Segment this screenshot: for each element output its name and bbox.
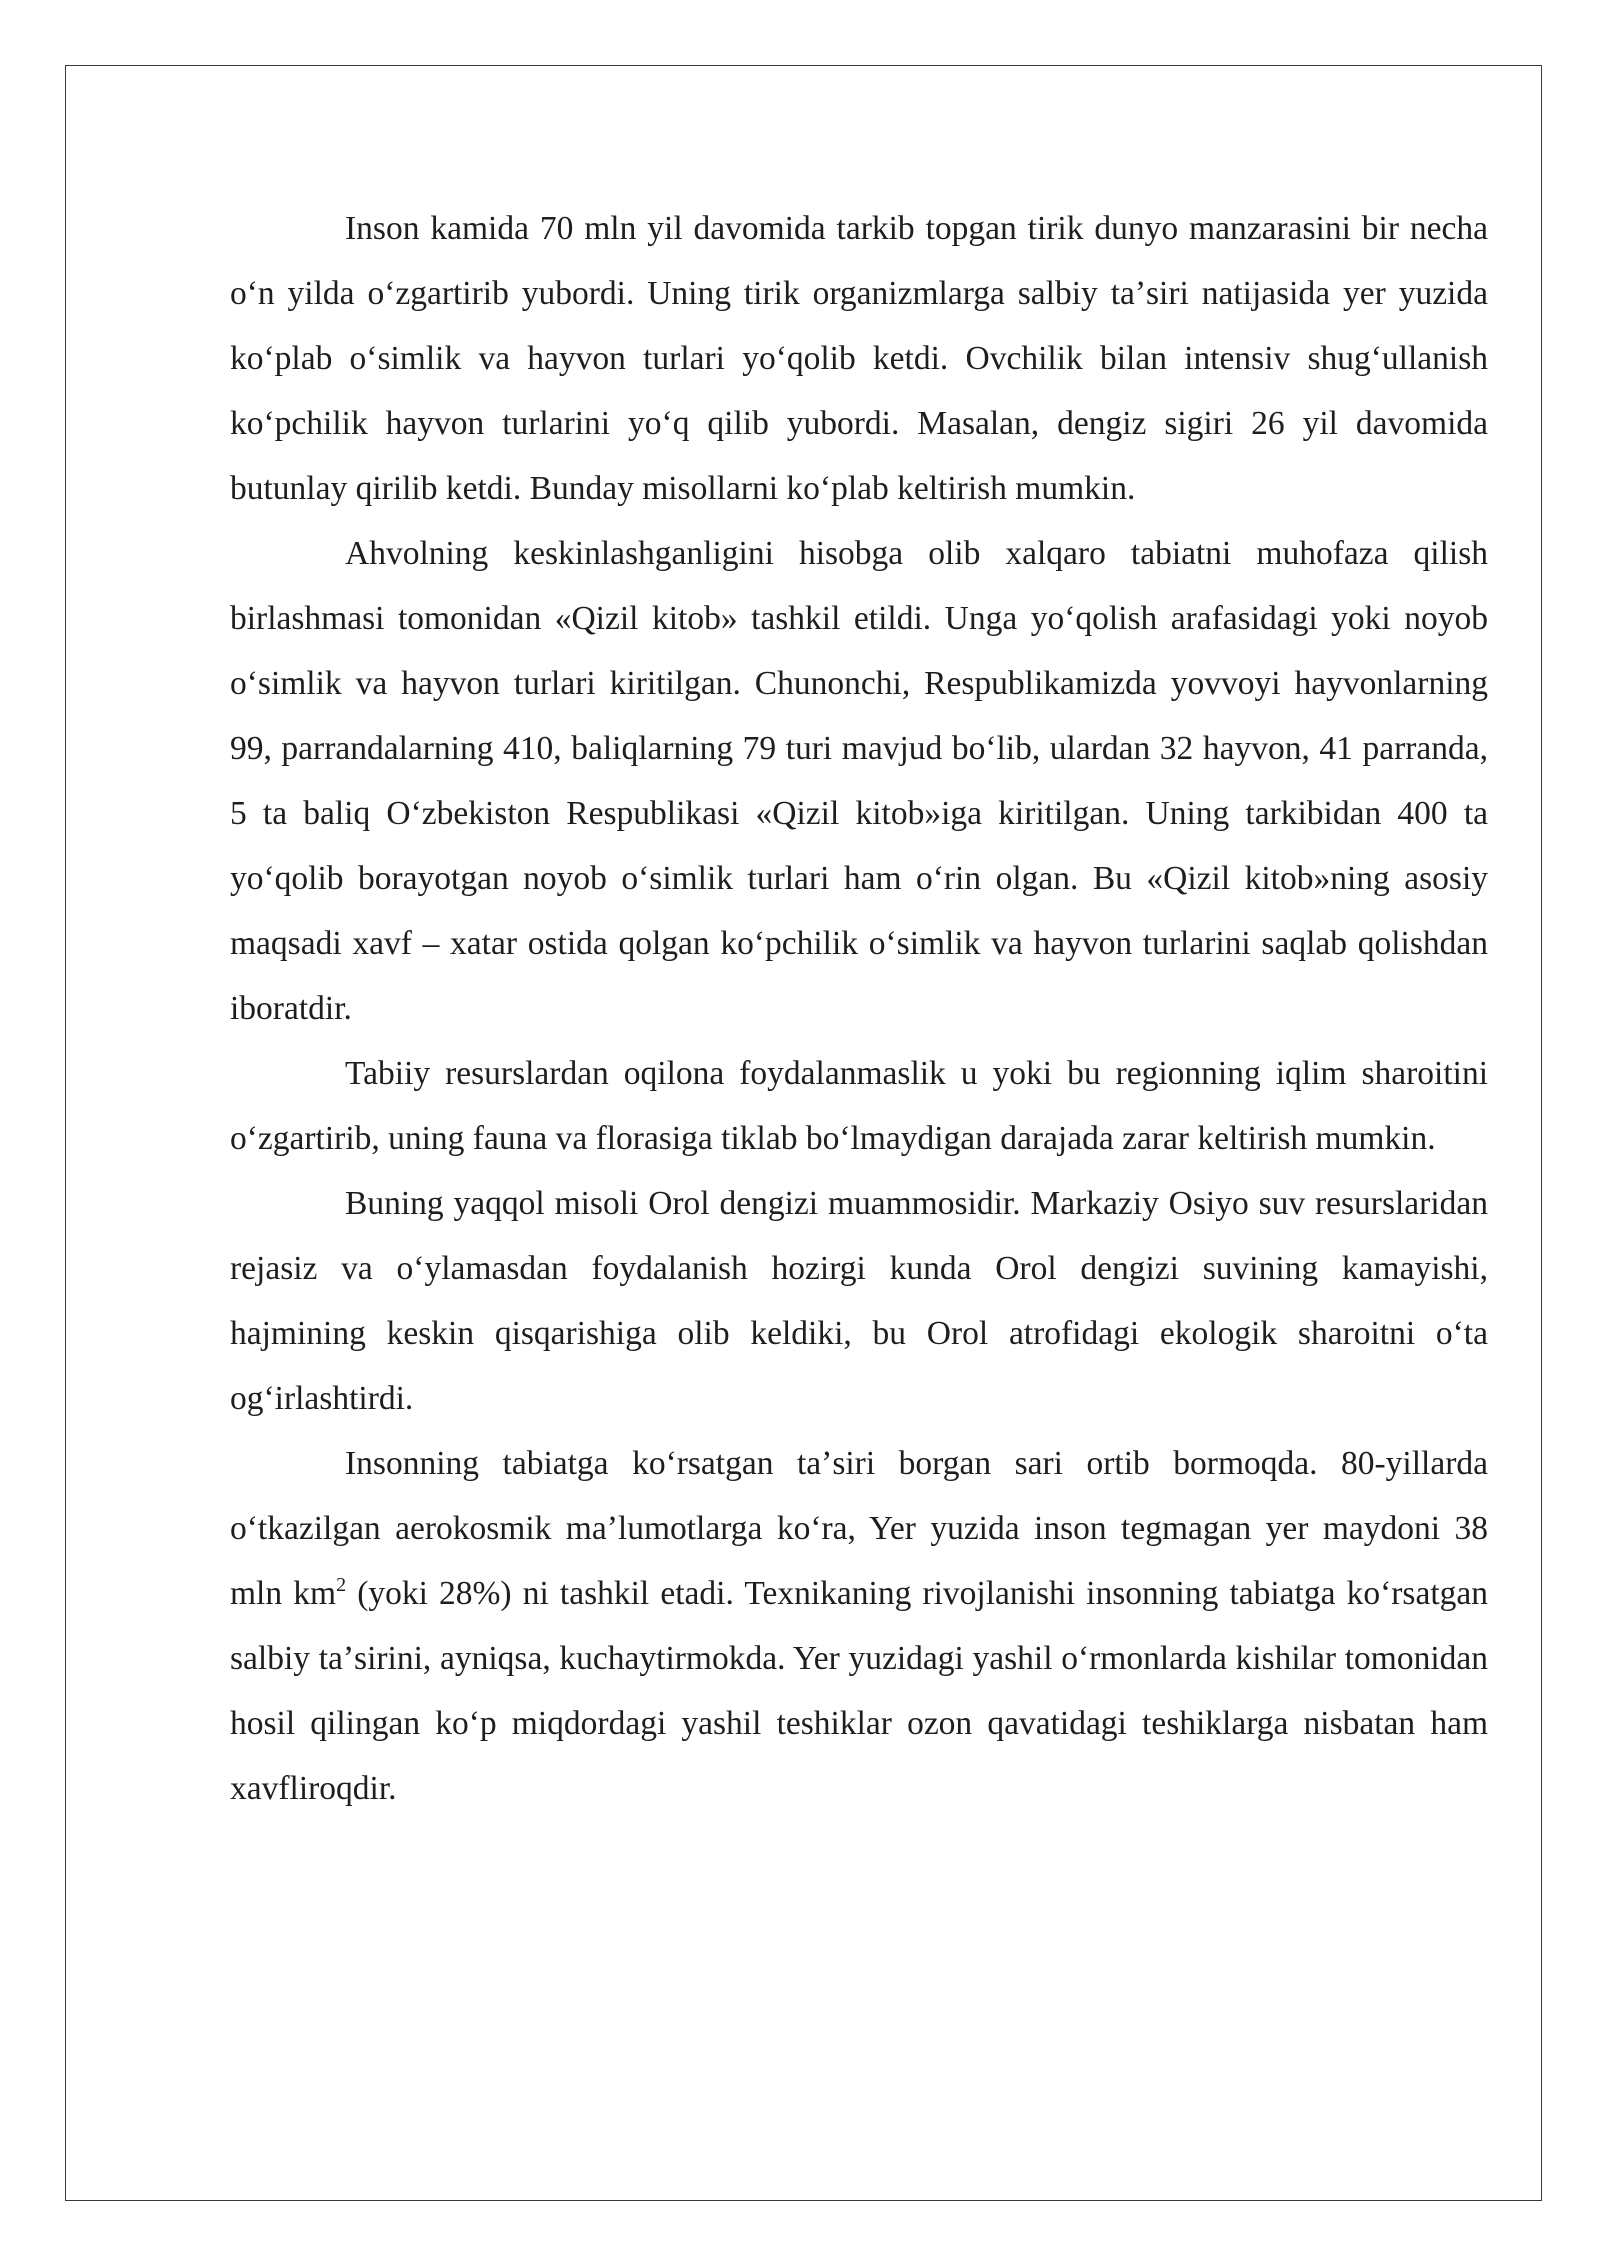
paragraph-3: Tabiiy resurslardan oqilona foydalanmaslik u yoki bu regionning iqlim sharoitini oʻzgartirib, uning fauna va florasiga tiklab boʻlmaydigan darajada zarar keltirish mumkin.: [230, 1055, 1488, 1157]
document-body: [230, 196, 1488, 1821]
superscript-exponent: 2: [336, 1574, 347, 1596]
paragraph-1: Inson kamida 70 mln yil davomida tarkib topgan tirik dunyo manzarasini bir necha oʻn yilda oʻzgartirib yubordi. Uning tirik organizmlarga salbiy taʼsiri natijasida yer yuzida koʻplab oʻsimlik va hayvon turlari yoʻqolib ketdi. Ovchilik bilan intensiv shugʻullanish koʻpchilik hayvon turlarini yoʻq qilib yubordi. Masalan, dengiz sigiri 26 yil davomida butunlay qirilib ketdi. Bunday misollarni koʻplab keltirish mumkin.: [230, 210, 1488, 507]
paragraph-5-text-end: (yoki 28%) ni tashkil etadi. Texnikaning rivojlanishi insonning tabiatga koʻrsatgan salbiy taʼsirini, ayniqsa, kuchaytirmokda. Yer yuzidagi yashil oʻrmonlarda kishilar tomonidan hosil qilingan koʻp miqdordagi yashil teshiklar ozon qavatidagi teshiklarga nisbatan ham xavfliroqdir.: [230, 1575, 1488, 1807]
paragraph-4: Buning yaqqol misoli Orol dengizi muammosidir. Markaziy Osiyo suv resurslaridan rejasiz va oʻylamasdan foydalanish hozirgi kunda Orol dengizi suvining kamayishi, hajmining keskin qisqarishiga olib keldiki, bu Orol atrofidagi ekologik sharoitni oʻta ogʻirlashtirdi.: [230, 1185, 1488, 1417]
paragraph-5: [230, 1431, 1488, 1821]
paragraph-2: Ahvolning keskinlashganligini hisobga olib xalqaro tabiatni muhofaza qilish birlashmasi tomonidan «Qizil kitob» tashkil etildi. Unga yoʻqolish arafasidagi yoki noyob oʻsimlik va hayvon turlari kiritilgan. Chunonchi, Respublikamizda yovvoyi hayvonlarning 99, parrandalarning 410, baliqlarning 79 turi mavjud boʻlib, ulardan 32 hayvon, 41 parranda, 5 ta baliq Oʻzbekiston Respublikasi «Qizil kitob»iga kiritilgan. Uning tarkibidan 400 ta yoʻqolib borayotgan noyob oʻsimlik turlari ham oʻrin olgan. Bu «Qizil kitob»ning asosiy maqsadi xavf – xatar ostida qolgan koʻpchilik oʻsimlik va hayvon turlarini saqlab qolishdan iboratdir.: [230, 535, 1488, 1027]
paragraph-5-text-start: Insonning tabiatga koʻrsatgan taʼsiri borgan sari ortib bormoqda. 80-yillarda oʻtkazilgan aerokosmik maʼlumotlarga koʻra, Yer yuzida inson tegmagan yer maydoni 38 mln km: [230, 1445, 1488, 1612]
